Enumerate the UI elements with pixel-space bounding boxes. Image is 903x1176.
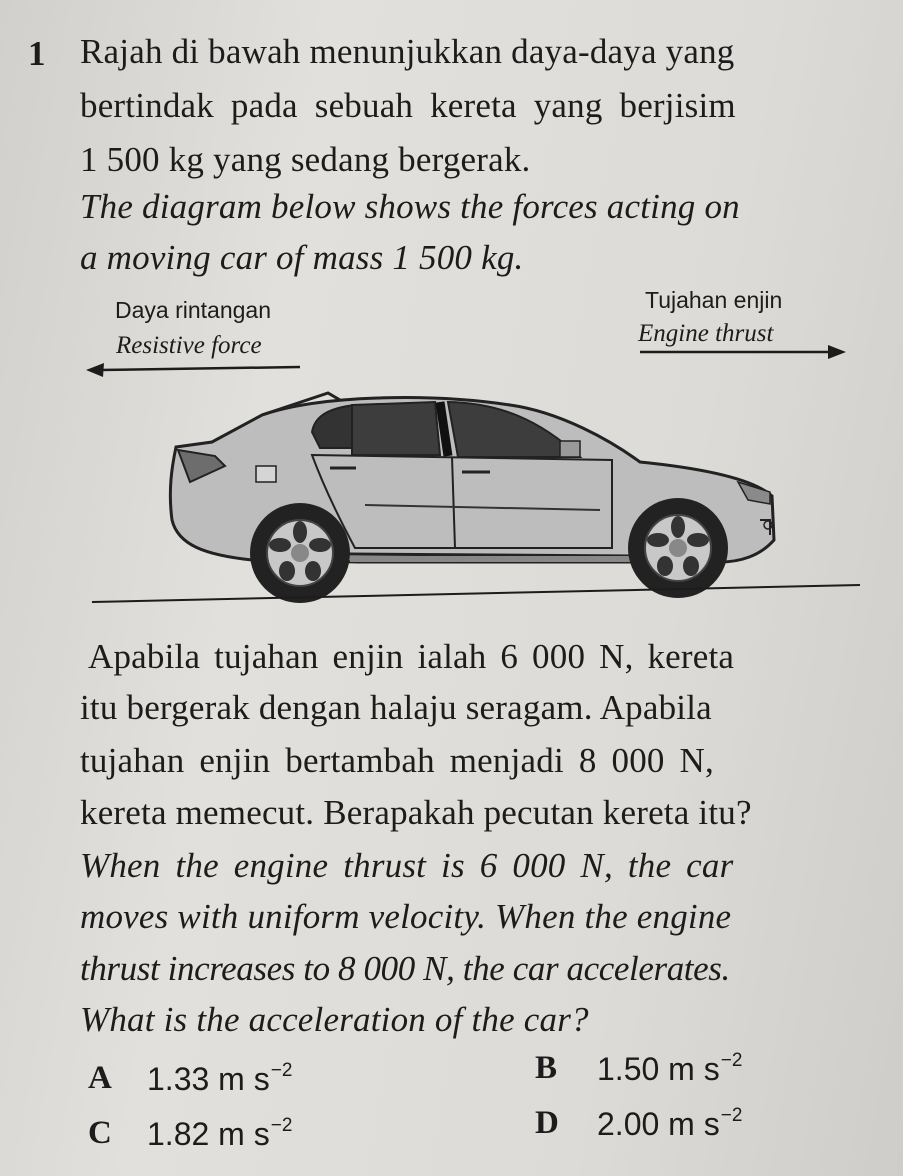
malay-body-line-1: Apabila tujahan enjin ialah 6 000 N, kereta (88, 637, 735, 676)
rear-wheel (250, 503, 350, 603)
option-a-value: 1.33 m $s^{-2}$ (147, 1060, 293, 1097)
option-c-letter: C (88, 1115, 112, 1151)
english-body-line-2: moves with uniform velocity. When the engine (80, 897, 732, 936)
english-intro-line-2: a moving car of mass 1 500 kg. (80, 238, 524, 277)
malay-body-line-4: kereta memecut. Berapakah pecutan kereta itu? (80, 793, 752, 832)
english-body-line-4: What is the acceleration of the car? (80, 1000, 589, 1039)
english-body-line-3: thrust increases to 8 000 N, the car accelerates. (80, 949, 730, 988)
ground-line (92, 585, 860, 602)
option-c-value: 1.82 m $s^{-2}$ (147, 1115, 293, 1152)
malay-body-line-2: itu bergerak dengan halaju seragam. Apabila (80, 688, 712, 727)
resistive-force-arrow (86, 363, 300, 377)
engine-thrust-label-english: Engine thrust (638, 320, 774, 347)
option-d-value: 2.00 m $s^{-2}$ (597, 1105, 743, 1142)
malay-body-line-3: tujahan enjin bertambah menjadi 8 000 N, (80, 741, 714, 780)
malay-intro-line-2: bertindak pada sebuah kereta yang berjisim (80, 86, 736, 125)
engine-thrust-label-malay: Tujahan enjin (645, 287, 783, 313)
option-d-letter: D (535, 1105, 559, 1141)
option-b-value: 1.50 m $s^{-2}$ (597, 1050, 743, 1087)
question-number: 1 (28, 34, 46, 73)
english-intro-line-1: The diagram below shows the forces acting on (80, 187, 740, 226)
malay-intro-line-1: Rajah di bawah menunjukkan daya-daya yang (80, 32, 735, 71)
engine-thrust-arrow (640, 345, 846, 359)
front-wheel (628, 498, 728, 598)
resistive-force-label-malay: Daya rintangan (115, 297, 271, 323)
resistive-force-label-english: Resistive force (116, 332, 262, 359)
english-body-line-1: When the engine thrust is 6 000 N, the car (80, 846, 734, 885)
option-a-letter: A (88, 1060, 112, 1096)
option-b-letter: B (535, 1050, 558, 1086)
malay-intro-line-3: 1 500 kg yang sedang bergerak. (80, 140, 531, 179)
